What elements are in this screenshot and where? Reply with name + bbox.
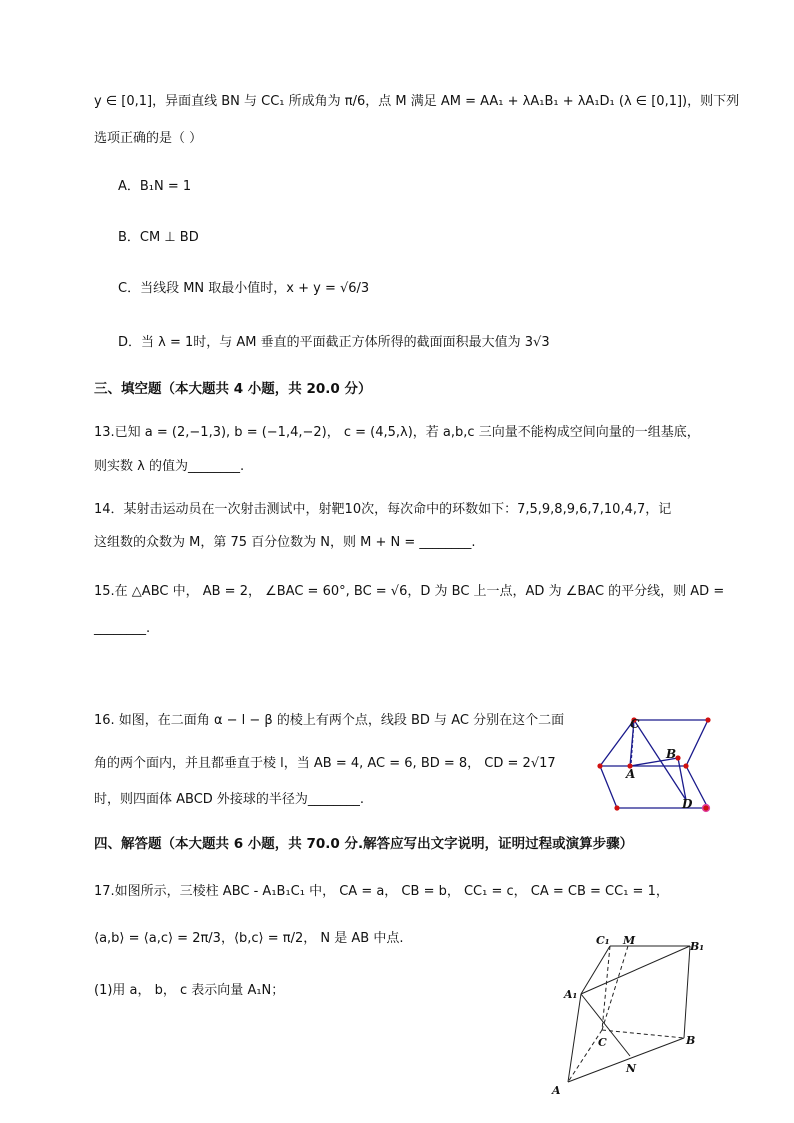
q14-line-2: 这组数的众数为 M，第 75 百分位数为 N，则 M + N = ________. [94,535,476,550]
q12-line-1: y ∈ [0,1]，异面直线 BN 与 CC₁ 所成角为 π/6，点 M 满足 AM = AA₁ + λA₁B₁ + λA₁D₁ (λ ∈ [0,1])，则下列 [94,94,740,109]
upper-plane-edge [600,720,708,766]
label-c: C [630,717,640,731]
label-c1: C₁ [596,934,610,947]
section-4-heading: 四、解答题（本大题共 6 小题，共 70.0 分.解答应写出文字说明，证明过程或演算步骤） [94,836,634,852]
q16-line-2: 角的两个面内，并且都垂直于棱 l，当 AB = 4, AC = 6, BD = 8， CD = 2√17 [94,756,556,771]
label-d: D [682,797,693,811]
label-a: A [552,1084,561,1097]
q13-line-2: 则实数 λ 的值为________. [94,459,245,474]
label-m: M [623,934,636,947]
q12-option-c: C．当线段 MN 取最小值时，x + y = √6/3 [118,281,370,296]
q14-line-1: 14．某射击运动员在一次射击测试中，射靶10次，每次命中的环数如下：7,5,9,8,9,6,7,10,4,7，记 [94,502,672,517]
q17-line-2: ⟨a,b⟩ = ⟨a,c⟩ = 2π/3，⟨b,c⟩ = π/2， N 是 AB 中点. [94,931,404,946]
section-3-heading: 三、填空题（本大题共 4 小题，共 20.0 分） [94,381,372,397]
q13-line-1: 13.已知 a = (2,−1,3), b = (−1,4,−2)， c = (4,5,λ)，若 a,b,c 三向量不能构成空间向量的一组基底， [94,425,700,440]
q16-dihedral-figure [590,710,720,816]
label-b: B [666,747,677,761]
label-b1: B₁ [690,940,705,953]
q17-line-3: (1)用 a， b， c 表示向量 A₁N； [94,983,285,998]
q16-line-3: 时，则四面体 ABCD 外接球的半径为________. [94,792,365,807]
label-c: C [598,1036,607,1049]
q15-line-1: 15.在 △ABC 中， AB = 2， ∠BAC = 60°, BC = √6，D 为 BC 上一点，AD 为 ∠BAC 的平分线，则 AD = [94,584,725,599]
label-a: A [626,767,636,781]
q16-line-1: 16. 如图，在二面角 α − l − β 的棱上有两个点，线段 BD 与 AC 分别在这个二面 [94,713,565,728]
q12-option-a: A．B₁N = 1 [118,179,192,194]
q17-line-1: 17.如图所示，三棱柱 ABC - A₁B₁C₁ 中， CA = a， CB = b， CC₁ = c， CA = CB = CC₁ = 1， [94,884,669,899]
label-n: N [626,1062,637,1075]
q12-option-b: B．CM ⊥ BD [118,230,199,245]
q15-line-2: ________. [94,621,151,636]
label-b: B [686,1034,696,1047]
label-a1: A₁ [564,988,578,1001]
q12-option-d: D．当 λ = 1时，与 AM 垂直的平面截正方体所得的截面面积最大值为 3√3 [118,335,550,350]
q12-line-2: 选项正确的是（ ） [94,131,203,146]
q17-prism-figure [548,930,718,1100]
